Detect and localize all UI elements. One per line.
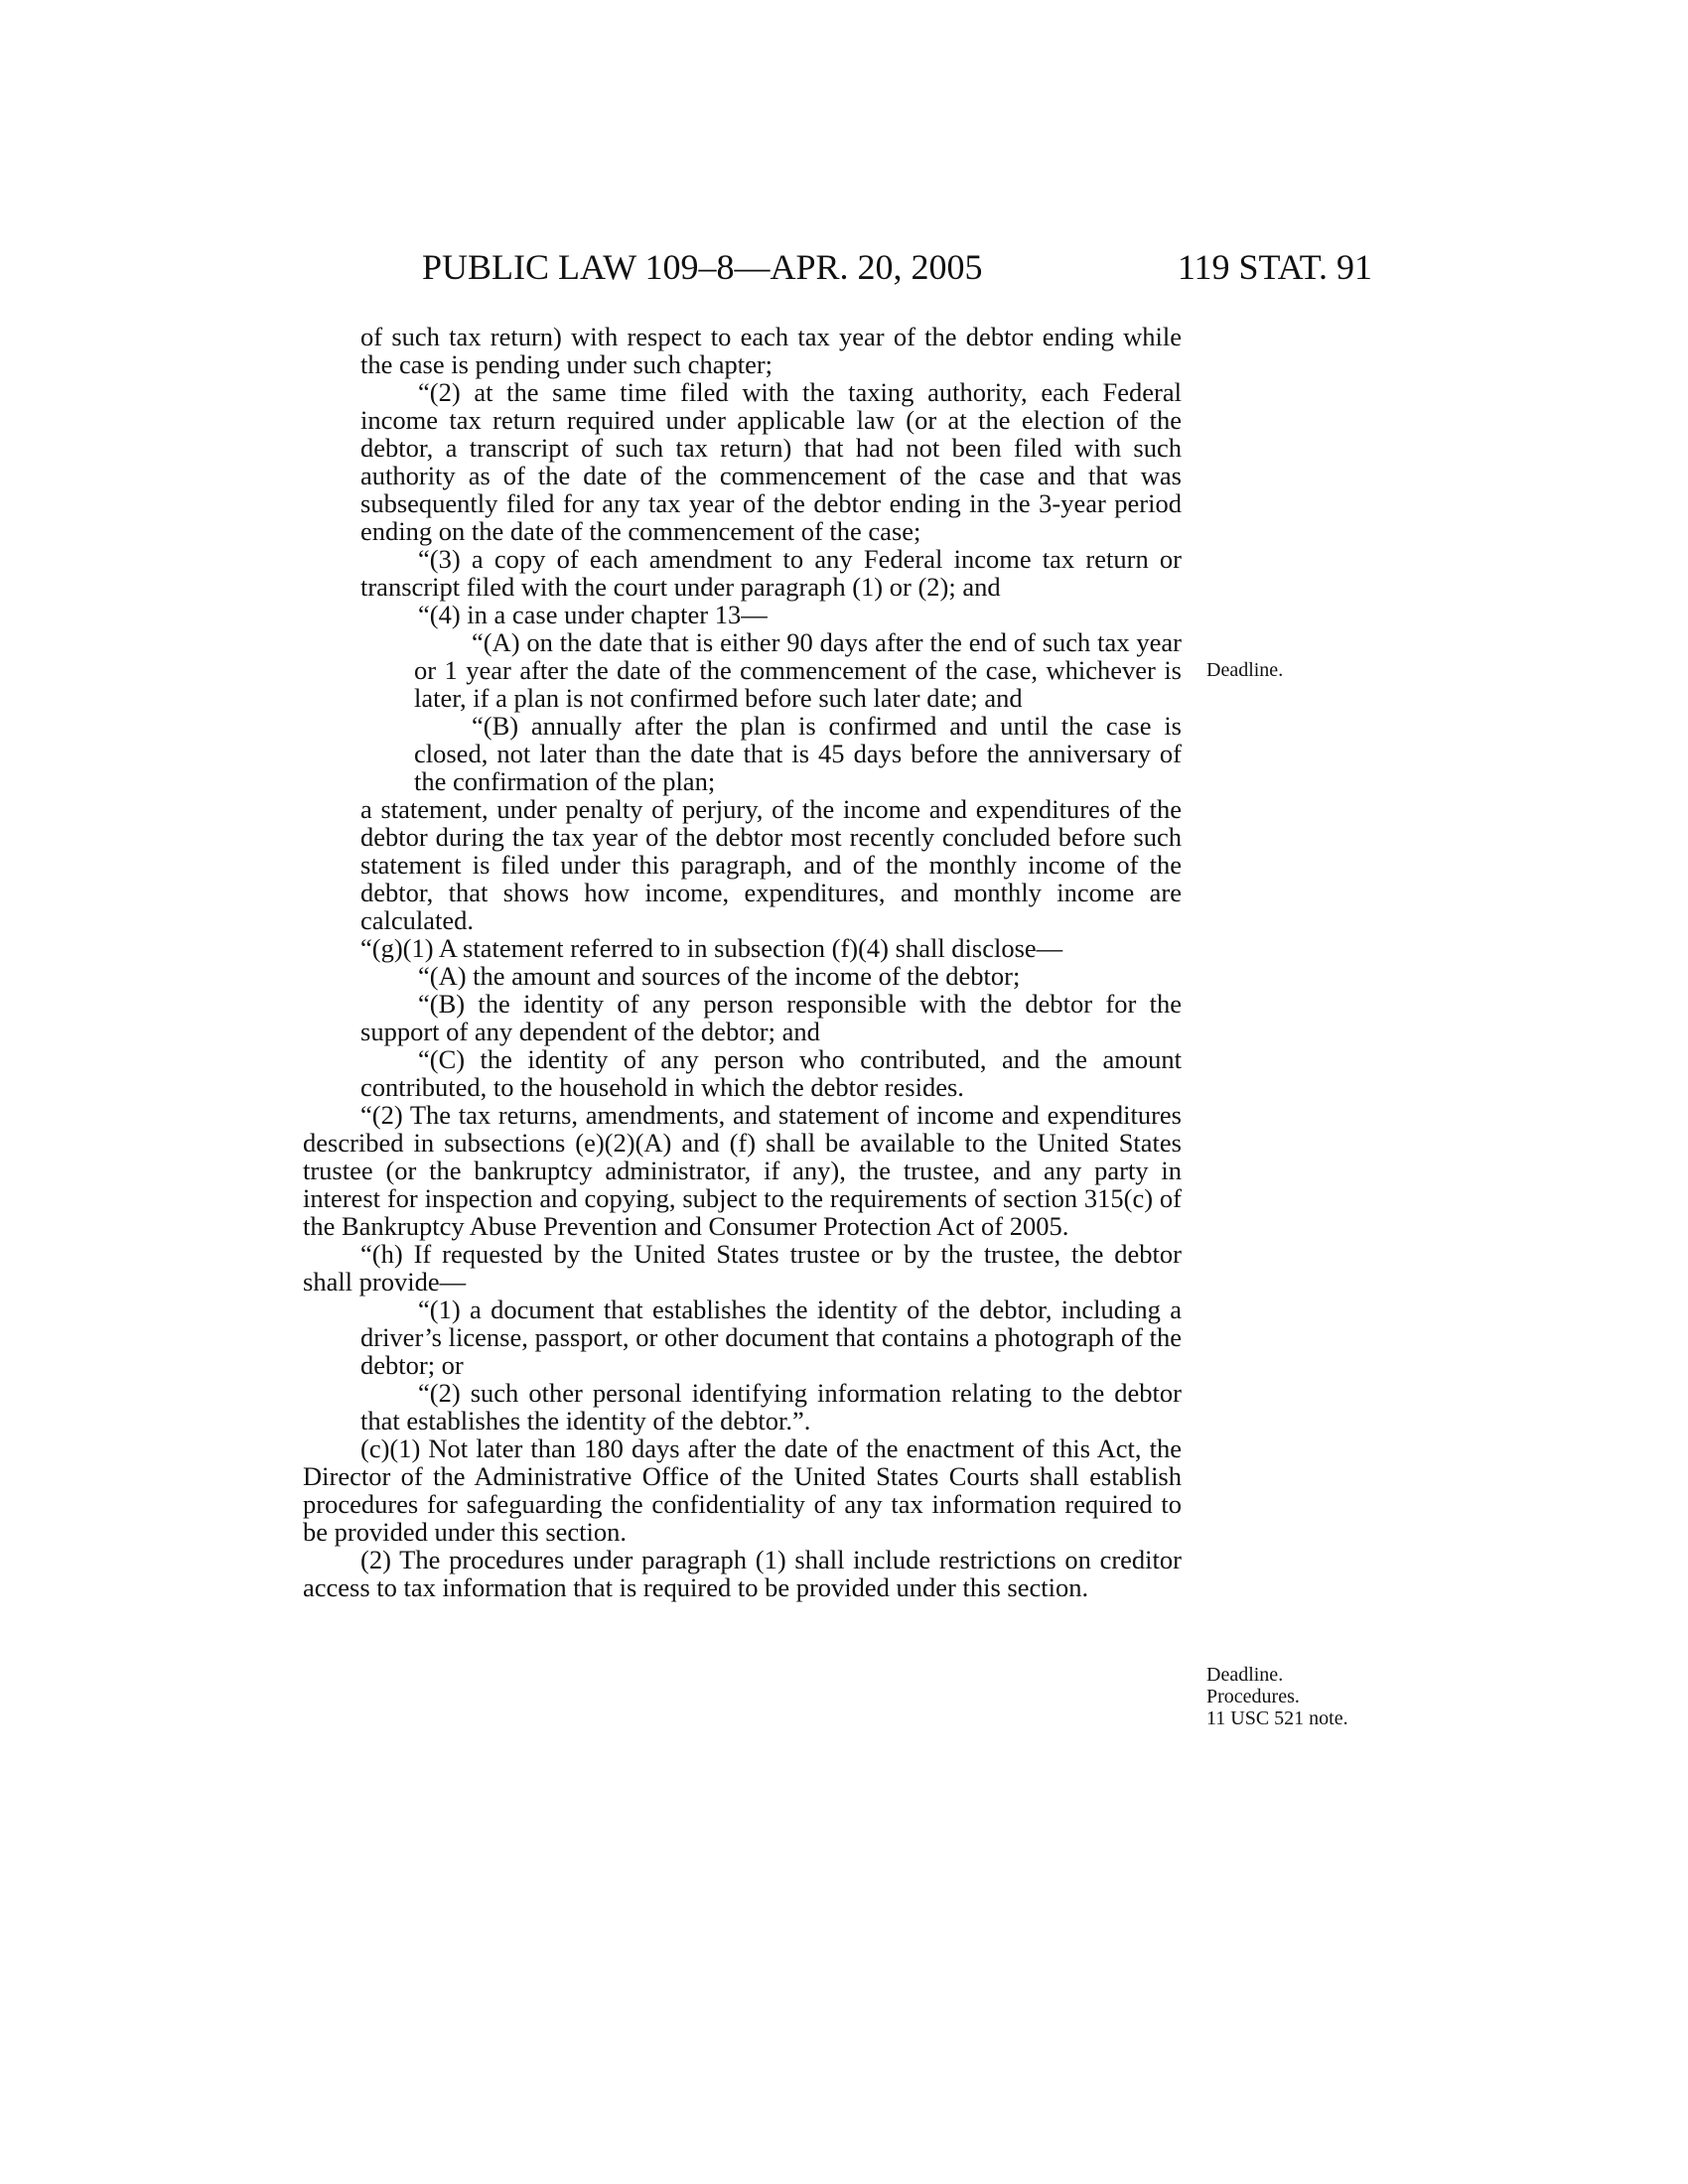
margin-note-text: 11 USC 521 note. [1206,1707,1348,1729]
paragraph-g1: “(g)(1) A statement referred to in subsection (f)(4) shall disclose— [360,933,1063,963]
margin-note-deadline [1206,659,1283,681]
page-header-stat: 119 STAT. 91 [1177,247,1372,287]
paragraph-f4: “(4) in a case under chapter 13— [418,600,768,629]
subparagraph-f4a: “(A) on the date that is either 90 days after the end of such tax year or 1 year after the date of the commencement of the case, whichever is later, if a plan is not confirmed before such later date; and [414,627,1182,713]
margin-note-procedures [1206,1664,1348,1729]
subparagraph-g1b: “(B) the identity of any person responsible with the debtor for the support of any dependent of the debtor; and [360,989,1182,1046]
paragraph-c1: (c)(1) Not later than 180 days after the date of the enactment of this Act, the Director of the Administrative Office of the United States Courts shall establish procedures for safeguarding the confidentiality of any tax information required to be provided under this section. [303,1433,1182,1547]
paragraph-f2: “(2) at the same time filed with the taxing authority, each Federal income tax return required under applicable law (or at the election of the debtor, a transcript of such tax return) that had not been filed with such authority as of the date of the commencement of the case and that was subsequently filed for any tax year of the debtor ending in the 3-year period ending on the date of the commencement of the case; [360,377,1182,546]
subparagraph-f4b: “(B) annually after the plan is confirmed and until the case is closed, not later than the date that is 45 days before the anniversary of the confirmation of the plan; [414,711,1182,796]
paragraph-h1: “(1) a document that establishes the identity of the debtor, including a driver’s license, passport, or other document that contains a photograph of the debtor; or [360,1295,1182,1380]
subparagraph-g1c: “(C) the identity of any person who contributed, and the amount contributed, to the household in which the debtor resides. [360,1044,1182,1102]
page-header-title: PUBLIC LAW 109–8—APR. 20, 2005 [422,247,983,287]
margin-note-text: Procedures. [1206,1686,1300,1707]
paragraph-c2: (2) The procedures under paragraph (1) shall include restrictions on creditor access to tax information that is required to be provided under this section. [303,1545,1182,1602]
paragraph-f4-flush: a statement, under penalty of perjury, of the income and expenditures of the debtor during the tax year of the debtor most recently concluded before such statement is filed under this paragraph, and of the monthly income of the debtor, that shows how income, expenditures, and monthly income are calculated. [360,794,1182,935]
paragraph-g2: “(2) The tax returns, amendments, and statement of income and expenditures described in subsections (e)(2)(A) and (f) shall be available to the United States trustee (or the bankruptcy administrator, if any), the trustee, and any party in interest for inspection and copying, subject to the requirements of section 315(c) of the Bankruptcy Abuse Prevention and Consumer Protection Act of 2005. [303,1100,1182,1241]
paragraph-h: “(h) If requested by the United States trustee or by the trustee, the debtor shall provide— [303,1239,1182,1297]
paragraph-h2: “(2) such other personal identifying information relating to the debtor that establishes the identity of the debtor.”. [360,1378,1182,1435]
margin-note-text: Deadline. [1206,659,1284,681]
statute-body [303,323,1182,1601]
subparagraph-g1a: “(A) the amount and sources of the income of the debtor; [418,961,1021,991]
margin-note-text: Deadline. [1206,1664,1284,1686]
paragraph-continuation: of such tax return) with respect to each tax year of the debtor ending while the case is pending under such chapter; [360,322,1182,379]
paragraph-f3: “(3) a copy of each amendment to any Federal income tax return or transcript filed with the court under paragraph (1) or (2); and [360,544,1182,602]
